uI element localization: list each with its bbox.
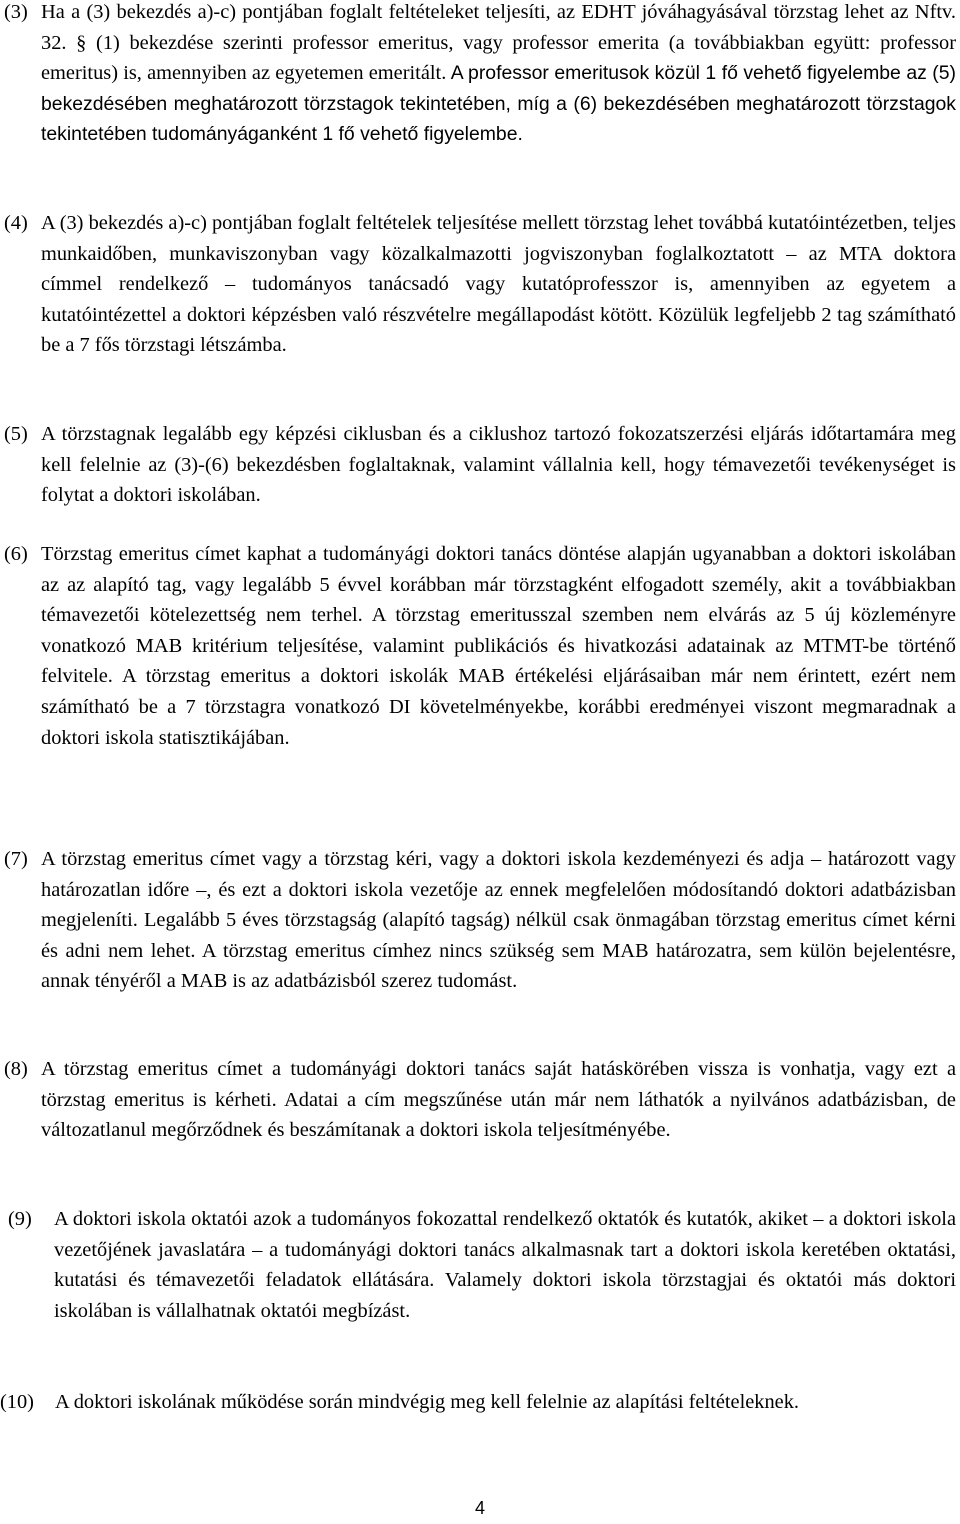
paragraph-text-sans: A professor emeritusok közül 1 fő vehető figyelembe az (5) bekezdésében meghatározott törzstagok tekintetében, míg a (6) bekezdésében meghatározott törzstagok tekintetében tudományáganként 1 fő vehető figyelembe. xyxy=(41,62,956,146)
paragraph-text: A törzstag emeritus címet a tudományági doktori tanács saját hatáskörében vissza is vonhatja, vagy ezt a törzstag emeritus is kérheti. Adatai a cím megszűnése után már nem láthatók a nyilvános adatbázisban, de változatlanul megőrződnek és beszámítanak a doktori iskola teljesítményébe. xyxy=(41,1058,956,1142)
paragraph-number: (8) xyxy=(4,1058,28,1080)
paragraph-3 xyxy=(4,0,956,150)
paragraph-text: Törzstag emeritus címet kaphat a tudományági doktori tanács döntése alapján ugyanabban a doktori iskolában az az alapító tag, vagy legalább 5 évvel korábban már törzstagként elfogadott személy, akit a továbbiakban témavezetői kötelezettség nem terhel. A törzstag emeritusszal szemben nem elvárás az 5 új közleményre vonatkozó MAB kritérium teljesítése, valamint publikációs és hivatkozási adatainak az MTMT-be történő felvitele. A törzstag emeritus a doktori iskolák MAB értékelési eljárásaiban már nem érintett, ezért nem számítható be a 7 törzstagra vonatkozó DI követelményekbe, korábbi eredményei viszont megmaradnak a doktori iskola statisztikájában. xyxy=(41,543,956,749)
page-number: 4 xyxy=(474,1498,485,1518)
paragraph-number: (4) xyxy=(4,212,28,234)
paragraph-text: A doktori iskolának működése során mindvégig meg kell felelnie az alapítási feltételeknek. xyxy=(55,1391,800,1413)
paragraph-number: (7) xyxy=(4,848,28,870)
paragraph-7 xyxy=(4,844,956,997)
paragraph-10 xyxy=(0,1387,956,1418)
paragraph-5 xyxy=(4,419,956,511)
paragraph-text: A törzstag emeritus címet vagy a törzstag kéri, vagy a doktori iskola kezdeményezi és adja – határozott vagy határozatlan időre –, és ezt a doktori iskola vezetője az ennek megfelelően módosítandó doktori adatbázisban megjeleníti. Legalább 5 éves törzstagság (alapító tagság) nélkül csak önmagában törzstag emeritus címet kérni és adni nem lehet. A törzstag emeritus címhez nincs szükség sem MAB határozatra, sem külön bejelentésre, annak tényéről a MAB is az adatbázisból szerez tudomást. xyxy=(41,848,956,993)
paragraph-number: (3) xyxy=(4,1,28,23)
paragraph-text xyxy=(41,0,956,150)
paragraph-4 xyxy=(4,208,956,361)
paragraph-text-serif: Ha a (3) bekezdés a)-c) pontjában foglalt feltételeket teljesíti, az EDHT jóváhagyásával törzstag lehet az Nftv. 32. § (1) bekezdése szerinti professor emeritus, vagy professor emerita (a továbbiakban együtt: professor emeritus) is, amennyiben az egyetemen emeritált. xyxy=(41,1,956,85)
paragraph-number: (5) xyxy=(4,423,28,445)
paragraph-8 xyxy=(4,1054,956,1146)
paragraph-number: (10) xyxy=(0,1391,34,1413)
paragraph-number: (6) xyxy=(4,543,28,565)
paragraph-text: A (3) bekezdés a)-c) pontjában foglalt feltételek teljesítése mellett törzstag lehet továbbá kutatóintézetben, teljes munkaidőben, munkaviszonyban vagy közalkalmazotti jogviszonyban foglalkoztatott – az MTA doktora címmel rendelkező – tudományos tanácsadó vagy kutatóprofesszor is, amennyiben az egyetem a kutatóintézettel a doktori képzésben való részvételre megállapodást kötött. Közülük legfeljebb 2 tag számítható be a 7 fős törzstagi létszámba. xyxy=(41,212,956,357)
paragraph-text: A törzstagnak legalább egy képzési ciklusban és a ciklushoz tartozó fokozatszerzési eljárás időtartamára meg kell felelnie az (3)-(6) bekezdésben foglaltaknak, valamint vállalnia kell, hogy témavezetői tevékenységet is folytat a doktori iskolában. xyxy=(41,423,956,507)
paragraph-9 xyxy=(8,1204,956,1326)
paragraph-text: A doktori iskola oktatói azok a tudományos fokozattal rendelkező oktatók és kutatók, akiket – a doktori iskola vezetőjének javaslatára – a tudományági doktori tanács alkalmasnak tart a doktori iskola keretében oktatási, kutatási és témavezetői feladatok ellátására. Valamely doktori iskola törzstagjai és oktatói más doktori iskolában is vállalhatnak oktatói megbízást. xyxy=(54,1208,956,1322)
paragraph-number: (9) xyxy=(8,1208,32,1230)
paragraph-6 xyxy=(4,539,956,753)
